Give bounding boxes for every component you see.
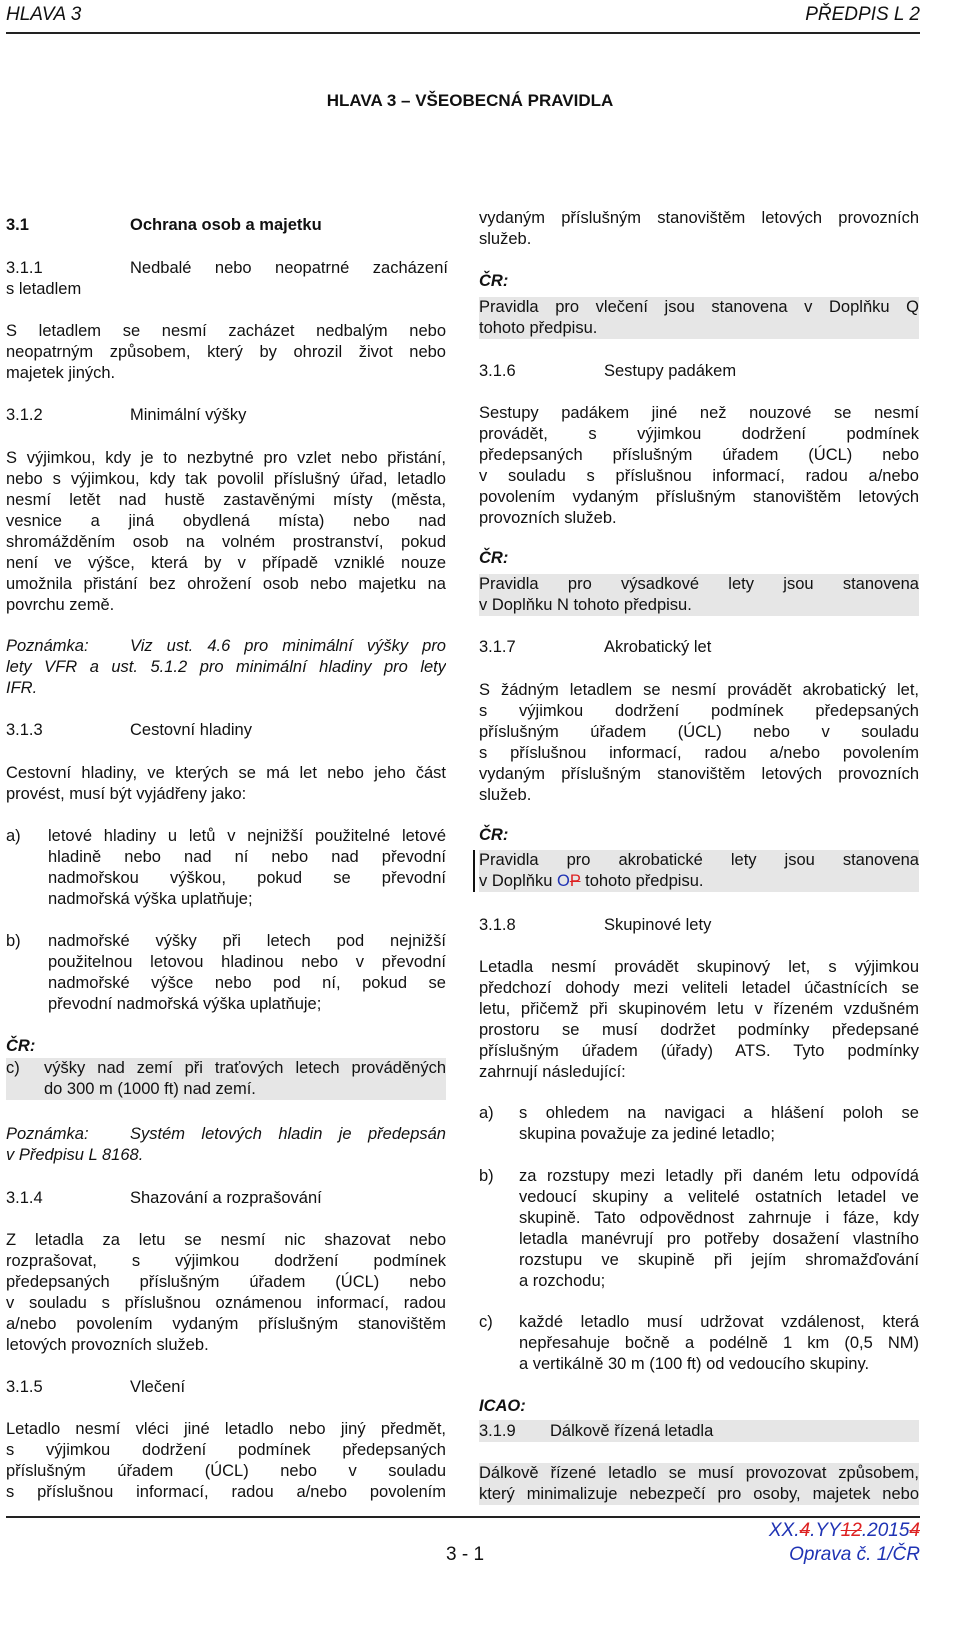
s313-note-line2: v Předpisu L 8168. xyxy=(6,1146,144,1164)
s317-change-bar xyxy=(473,850,475,892)
s312-note-line3: IFR. xyxy=(6,679,38,697)
s314-paragraph: Z letadla za letu se nesmí nic shazovat nebo rozprašovat, s výjimkou dodržení podmínek předepsaných příslušným úřadem (ÚCL) nebo v souladu s příslušnou oznámenou informací, radou a/nebo povolením vydaným příslušným stanovištěm letových provozních služeb. xyxy=(6,1231,446,1354)
s312-note-line1: Viz ust. 4.6 pro minimální výšky pro xyxy=(130,637,446,655)
s313-item-c: výšky nad zemí při traťových letech prováděných do 300 m (1000 ft) nad zemí. xyxy=(44,1059,446,1098)
page-number: 3 - 1 xyxy=(446,1544,485,1565)
s313-cr-label: ČR: xyxy=(6,1037,36,1055)
s312-number: 3.1.2 xyxy=(6,406,43,424)
s313-number: 3.1.3 xyxy=(6,721,43,739)
s315-title: Vlečení xyxy=(130,1378,186,1396)
header-left: HLAVA 3 xyxy=(6,4,82,25)
revision-deleted: P xyxy=(569,872,581,890)
s313-note-label: Poznámka: xyxy=(6,1125,89,1143)
s313-item-b: nadmořské výšky při letech pod nejnižší použitelnou letovou hladinou nebo v převodní nadmořské výšce nebo pod ní, pokud se převodní nadmořská výška uplatňuje; xyxy=(48,932,446,1013)
s318-item-c: každé letadlo musí udržovat vzdálenost, která nepřesahuje bočně a podélně 1 km (0,5 NM) a vertikálně 30 m (100 ft) od vedoucího skupiny. xyxy=(519,1313,919,1373)
s318-item-a: s ohledem na navigaci a hlášení poloh se skupina považuje za jediné letadlo; xyxy=(519,1104,919,1143)
header-right: PŘEDPIS L 2 xyxy=(805,4,920,25)
s312-title: Minimální výšky xyxy=(130,406,247,424)
s315-paragraph: Letadlo nesmí vléci jiné letadlo nebo jiný předmět, s výjimkou dodržení podmínek předepsaných příslušným úřadem (ÚCL) nebo v souladu s příslušnou informací, radou a/nebo povolením xyxy=(6,1420,446,1501)
s317-title: Akrobatický let xyxy=(604,638,712,656)
s312-paragraph: S výjimkou, kdy je to nezbytné pro vzlet nebo přistání, nebo s výjimkou, kdy tak povolil příslušný úřad, letadlo nesmí letět nad hustě zastavěnými místy (města, vesnice a jiná obydlená místa) nebo nad shromážděním osob na volném prostranství, pokud není ve výšce, která by v případě vzniklé nouze umožnila přistání bez ohrožení osob nebo majetku na povrchu země. xyxy=(6,449,446,614)
s314-number: 3.1.4 xyxy=(6,1189,43,1207)
footer-date: XX.4.YY12.20154 xyxy=(768,1520,920,1541)
s318-a-marker: a) xyxy=(479,1104,494,1122)
icao-label: ICAO: xyxy=(479,1397,526,1415)
s31-title: Ochrana osob a majetku xyxy=(130,216,322,234)
cr1-label: ČR: xyxy=(479,272,509,290)
s317-number: 3.1.7 xyxy=(479,638,516,656)
s311-title-line2: s letadlem xyxy=(6,280,82,298)
s319-number: 3.1.9 xyxy=(479,1422,516,1440)
s319-title: Dálkově řízená letadla xyxy=(550,1422,714,1440)
s318-c-marker: c) xyxy=(479,1313,493,1331)
s316-title: Sestupy padákem xyxy=(604,362,737,380)
s313-item-a: letové hladiny u letů v nejnižší použitelné letové hladině nebo nad ní nebo nad převodní nadmořskou výškou, pokud se převodní nadmořská výška uplatňuje; xyxy=(48,827,446,908)
s316-cr-label: ČR: xyxy=(479,549,509,567)
s318-title: Skupinové lety xyxy=(604,916,712,934)
s318-number: 3.1.8 xyxy=(479,916,516,934)
s317-cr-box: Pravidla pro akrobatické lety jsou stanovena v Doplňku OP tohoto předpisu. xyxy=(479,851,919,890)
s312-note-label: Poznámka: xyxy=(6,637,89,655)
s316-number: 3.1.6 xyxy=(479,362,516,380)
s318-paragraph: Letadla nesmí provádět skupinový let, s výjimkou předchozí dohody mezi veliteli letadel účastnících se letu, přičemž při skupinovém letu v řízeném vzdušném prostoru se musí dodržet podmínky předepsané příslušným úřadem (úřady) ATS. Tyto podmínky zahrnují následující: xyxy=(479,958,919,1081)
s313-note-line1: Systém letových hladin je předepsán xyxy=(130,1125,446,1143)
s313-title: Cestovní hladiny xyxy=(130,721,252,739)
s318-item-b: za rozstupy mezi letadly při daném letu odpovídá vedoucí skupiny a velitelé ostatních letadel ve skupině. Tato odpovědnost zahrnuje i fáze, kdy letadla manévrují pro potřeby dosažení vlastního rozstupu ve skupině při jejím shromažďování a rozchodu; xyxy=(519,1167,919,1290)
s311-number: 3.1.1 xyxy=(6,259,43,277)
chapter-title: HLAVA 3 – VŠEOBECNÁ PRAVIDLA xyxy=(326,91,614,110)
s311-paragraph: S letadlem se nesmí zacházet nedbalým nebo neopatrným způsobem, který by ohrozil život nebo majetek jiných. xyxy=(6,322,446,382)
s314-title: Shazování a rozprašování xyxy=(130,1189,322,1207)
s312-note-line2: lety VFR a ust. 5.1.2 pro minimální hladiny pro lety xyxy=(6,658,446,676)
s31-number: 3.1 xyxy=(6,216,29,234)
s313-paragraph: Cestovní hladiny, ve kterých se má let nebo jeho část provést, musí být vyjádřeny jako: xyxy=(6,764,446,803)
cr1-box: Pravidla pro vlečení jsou stanovena v Doplňku Q tohoto předpisu. xyxy=(479,298,919,337)
footer-amendment: Oprava č. 1/ČR xyxy=(789,1544,920,1565)
header-rule xyxy=(6,32,920,34)
s313-c-marker: c) xyxy=(6,1059,20,1077)
s313-a-marker: a) xyxy=(6,827,21,845)
s316-cr-box: Pravidla pro výsadkové lety jsou stanovena v Doplňku N tohoto předpisu. xyxy=(479,575,919,614)
s313-b-marker: b) xyxy=(6,932,21,950)
s311-title-line1: Nedbalé nebo neopatrné zacházení xyxy=(130,259,448,277)
s318-b-marker: b) xyxy=(479,1167,494,1185)
s317-cr-label: ČR: xyxy=(479,826,509,844)
revision-inserted: O xyxy=(556,872,570,890)
s315-continuation: vydaným příslušným stanovištěm letových provozních služeb. xyxy=(479,209,919,248)
s319-paragraph: Dálkově řízené letadlo se musí provozovat způsobem, který minimalizuje nebezpečí pro osoby, majetek nebo xyxy=(479,1464,919,1503)
s316-paragraph: Sestupy padákem jiné než nouzové se nesmí provádět, s výjimkou dodržení podmínek předepsaných příslušným úřadem (ÚCL) nebo v souladu s příslušnou informací, radou a/nebo povolením vydaným příslušným stanovištěm letových provozních služeb. xyxy=(479,404,919,527)
footer-rule xyxy=(6,1516,920,1518)
s317-paragraph: S žádným letadlem se nesmí provádět akrobatický let, s výjimkou dodržení podmínek předepsaných příslušným úřadem (ÚCL) nebo v souladu s příslušnou informací, radou a/nebo povolením vydaným příslušným stanovištěm letových provozních služeb. xyxy=(479,681,919,804)
s315-number: 3.1.5 xyxy=(6,1378,43,1396)
